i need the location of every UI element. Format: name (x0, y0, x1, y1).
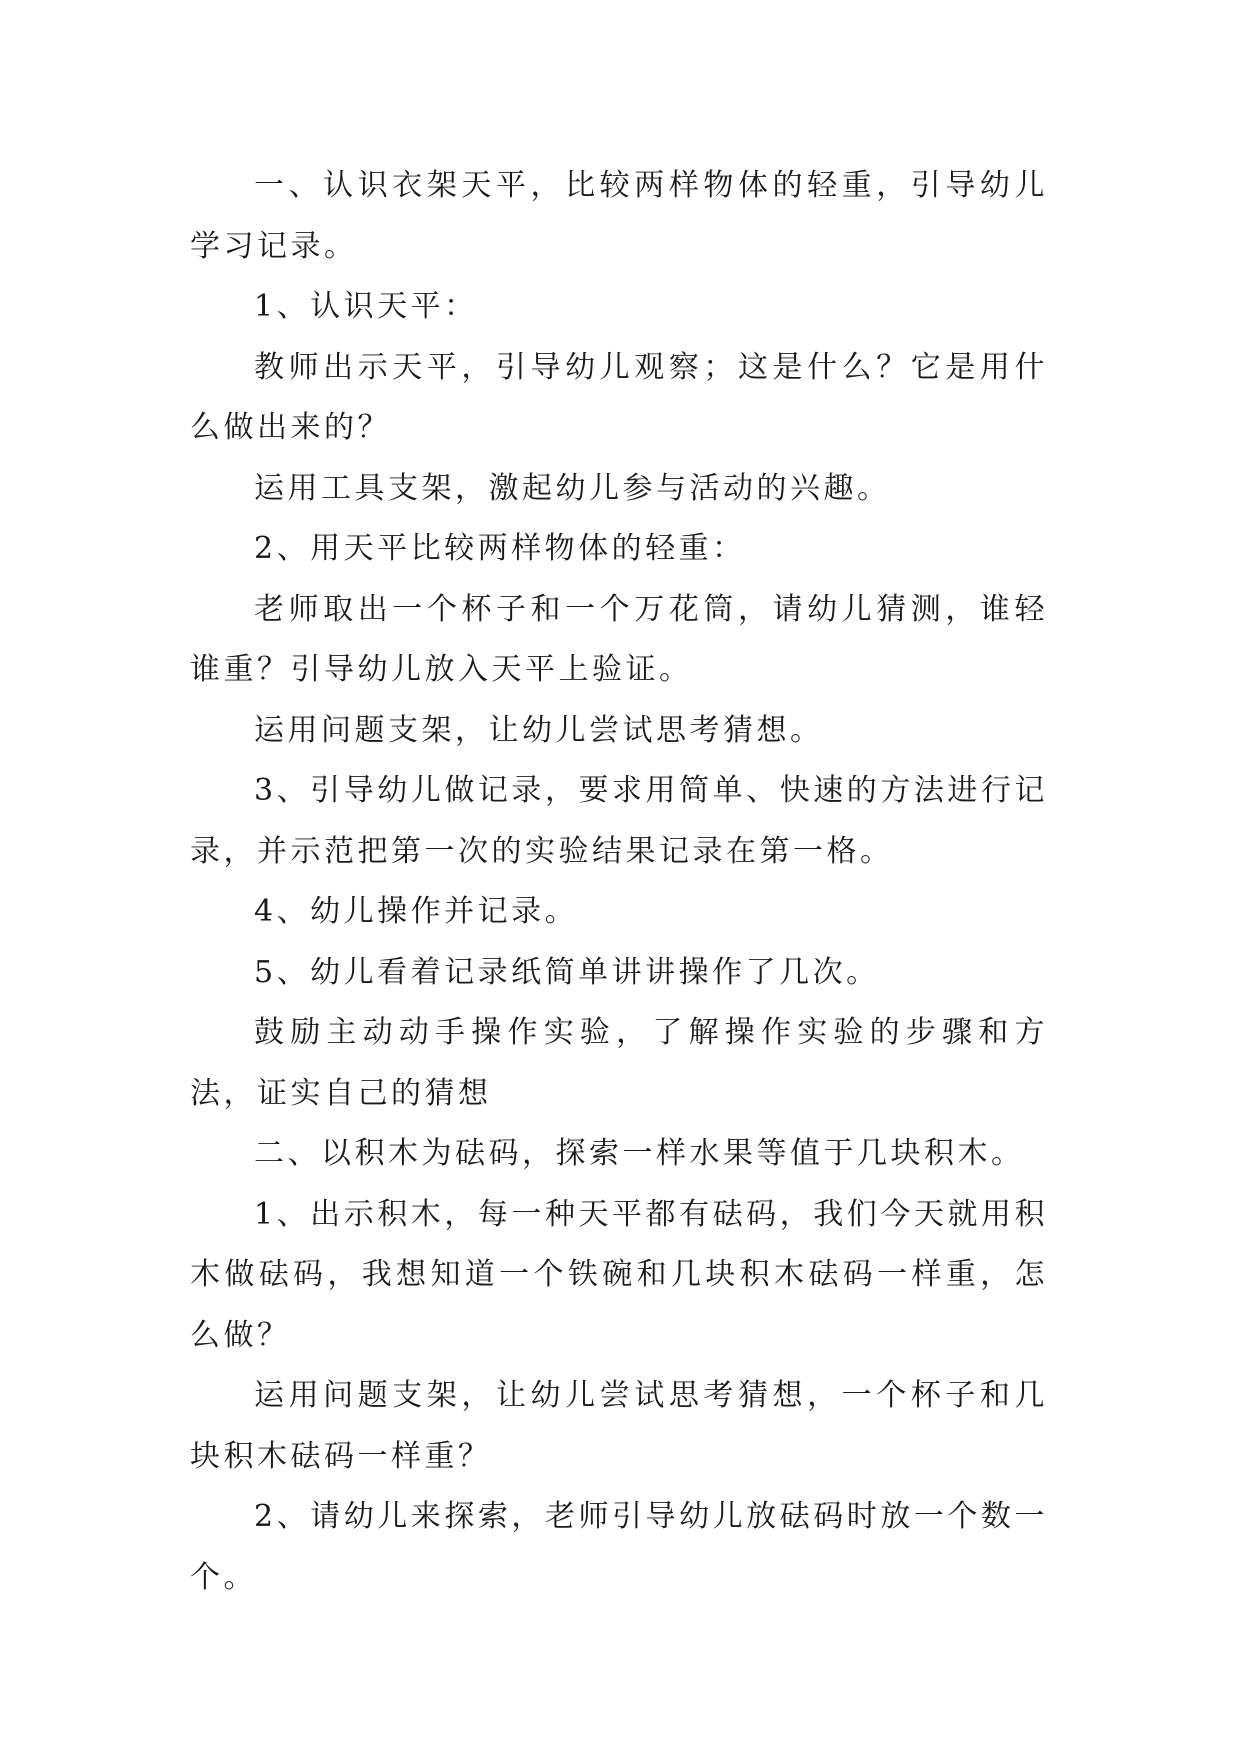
paragraph-cup-kaleidoscope: 老师取出一个杯子和一个万花筒，请幼儿猜测，谁轻谁重？引导幼儿放入天平上验证。 (190, 591, 1048, 687)
document-body (190, 156, 1048, 1608)
paragraph-section-one-heading: 一、认识衣架天平，比较两样物体的轻重，引导幼儿学习记录。 (190, 168, 1048, 264)
paragraph-explore-weights: 2、请幼儿来探索，老师引导幼儿放砝码时放一个数一个。 (190, 1499, 1048, 1595)
paragraph-step-3-record: 3、引导幼儿做记录，要求用简单、快速的方法进行记录，并示范把第一次的实验结果记录在第一格。 (190, 773, 1048, 869)
paragraph-section-two-heading: 二、以积木为砝码，探索一样水果等值于几块积木。 (254, 1136, 1025, 1171)
paragraph-step-1-title: 1、认识天平： (254, 289, 478, 324)
paragraph-question-scaffold-2: 运用问题支架，让幼儿尝试思考猜想，一个杯子和几块积木砝码一样重？ (190, 1378, 1048, 1474)
paragraph-teacher-shows-balance: 教师出示天平，引导幼儿观察；这是什么？它是用什么做出来的？ (190, 349, 1048, 445)
paragraph-step-2-title: 2、用天平比较两样物体的轻重： (254, 531, 746, 566)
paragraph-question-scaffold: 运用问题支架，让幼儿尝试思考猜想。 (254, 712, 824, 748)
paragraph-tool-scaffold: 运用工具支架，激起幼儿参与活动的兴趣。 (254, 470, 891, 506)
paragraph-encourage-experiment: 鼓励主动动手操作实验，了解操作实验的步骤和方法，证实自己的猜想 (190, 1015, 1048, 1111)
paragraph-step-5-review: 5、幼儿看着记录纸简单讲讲操作了几次。 (254, 954, 880, 990)
paragraph-show-blocks: 1、出示积木，每一种天平都有砝码，我们今天就用积木做砝码，我想知道一个铁碗和几块积木砝码一样重，怎么做？ (190, 1196, 1048, 1353)
paragraph-step-4-operate: 4、幼儿操作并记录。 (254, 894, 579, 929)
